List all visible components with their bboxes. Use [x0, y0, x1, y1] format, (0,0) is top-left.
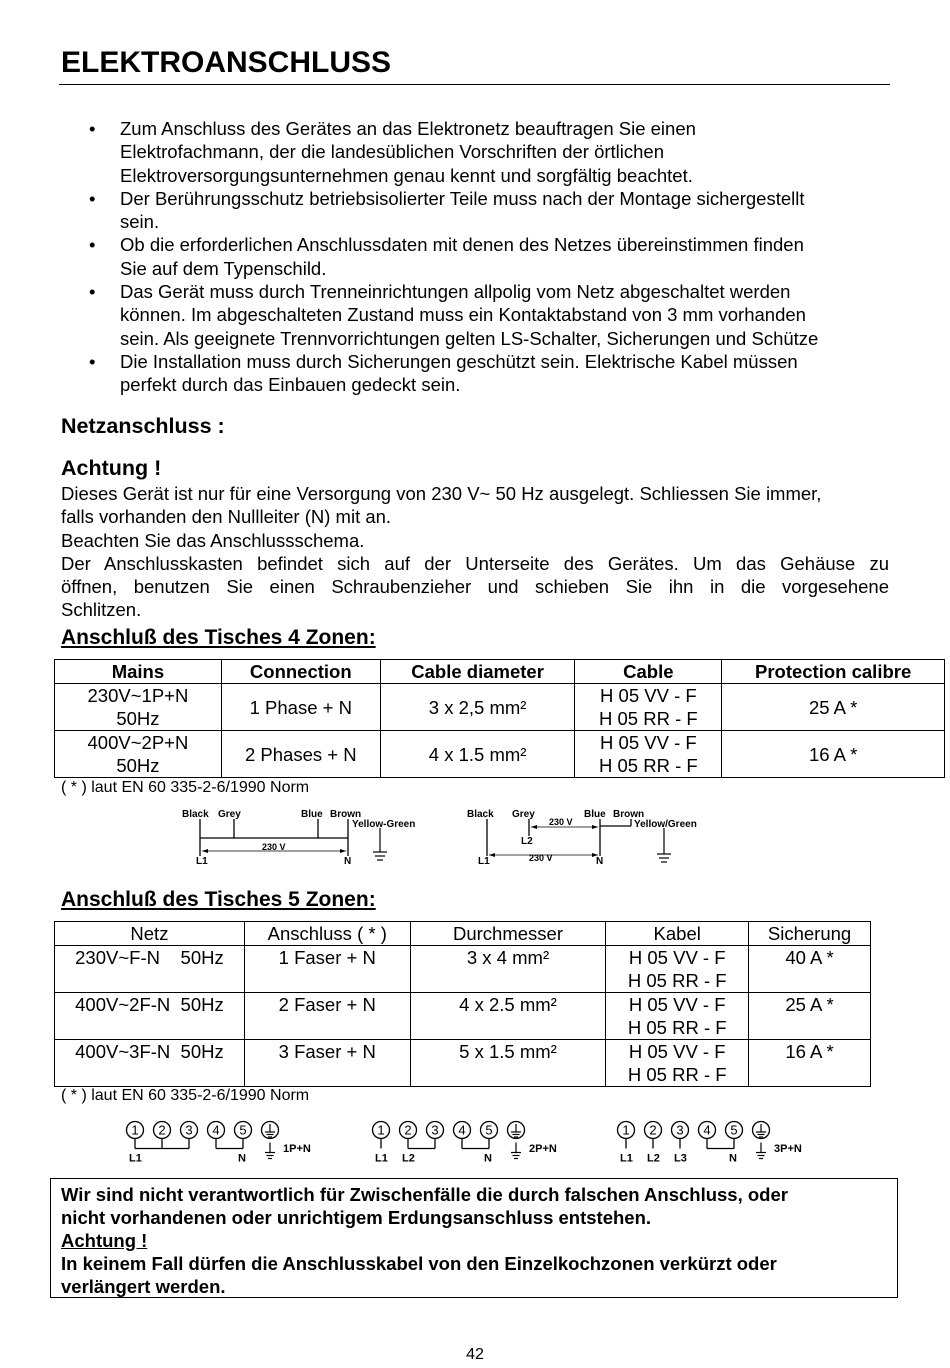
terminal-number: 3	[676, 1122, 684, 1138]
para-line: Beachten Sie das Anschlussschema.	[61, 529, 365, 551]
label-n: N	[596, 856, 604, 867]
cell-durchmesser: 5 x 1.5 mm²	[410, 1040, 606, 1087]
cell-anschluss: 2 Faser + N	[244, 993, 410, 1040]
label-blue: Blue	[584, 809, 606, 820]
terminal-diagram-2p	[373, 1122, 557, 1165]
phase-label: L2	[647, 1152, 660, 1165]
neutral-label: N	[238, 1152, 246, 1165]
cell-durchmesser: 4 x 2.5 mm²	[410, 993, 606, 1040]
cell-mains: 230V~1P+N 50Hz	[55, 684, 222, 731]
table-row	[55, 993, 871, 1040]
terminal-diagram-1p	[127, 1122, 311, 1165]
cell-diameter: 4 x 1.5 mm²	[380, 731, 575, 778]
netzanschluss-heading: Netzanschluss :	[61, 414, 225, 438]
cell-connection: 2 Phases + N	[221, 731, 380, 778]
terminal-diagram-3p	[618, 1122, 802, 1165]
bullet-line: • Der Berührungsschutz betriebsisolierter Teile muss nach der Montage sichergestellt	[120, 187, 805, 209]
bullet-line: Elektroversorgungsunternehmen genau kennt und sorgfältig beachtet.	[120, 164, 693, 186]
title-rule	[59, 84, 890, 85]
col-header: Kabel	[606, 922, 749, 946]
bullet-line: • Zum Anschluss des Gerätes an das Elektronetz beauftragen Sie einen	[120, 118, 696, 139]
cell-sicherung: 16 A *	[749, 1040, 871, 1087]
bullet-line: • Ob die erforderlichen Anschlussdaten mit denen des Netzes übereinstimmen finden	[120, 234, 804, 256]
warning-line: verlängert werden.	[61, 1276, 226, 1297]
config-label: 2P+N	[529, 1143, 557, 1155]
terminal-number: 5	[239, 1122, 247, 1138]
terminal-number: 1	[377, 1122, 385, 1138]
col-header: Protection calibre	[722, 660, 945, 684]
bullet-item	[61, 117, 891, 187]
label-l1: L1	[196, 856, 208, 867]
cell-connection: 1 Phase + N	[221, 684, 380, 731]
terminal-number: 4	[458, 1122, 466, 1138]
table-header-row	[55, 660, 945, 684]
phase-label: L1	[129, 1152, 142, 1165]
table-4-zones	[54, 659, 945, 778]
cell-durchmesser: 3 x 4 mm²	[410, 946, 606, 993]
cell-cable: H 05 VV - F H 05 RR - F	[575, 684, 722, 731]
label-voltage: 230 V	[549, 817, 573, 827]
label-voltage: 230 V	[529, 853, 553, 863]
terminal-number: 2	[158, 1122, 166, 1138]
table-row	[55, 731, 945, 778]
wiring-diagram-1p	[182, 809, 415, 867]
warning-line: nicht vorhandenen oder unrichtigem Erdungsanschluss entstehen.	[61, 1207, 652, 1228]
terminal-number: 1	[131, 1122, 139, 1138]
col-header: Cable	[575, 660, 722, 684]
label-l1: L1	[478, 856, 490, 867]
cell-anschluss: 3 Faser + N	[244, 1040, 410, 1087]
label-grey: Grey	[512, 809, 535, 820]
terminal-number: 5	[485, 1122, 493, 1138]
col-header: Connection	[221, 660, 380, 684]
para-line: Schlitzen.	[61, 599, 142, 621]
phase-label: L1	[375, 1152, 388, 1165]
cell-netz: 230V~F-N 50Hz	[55, 946, 245, 993]
terminal-number: 4	[212, 1122, 220, 1138]
config-label: 3P+N	[774, 1143, 802, 1155]
terminal-number: 5	[730, 1122, 738, 1138]
label-yellow-green: Yellow/Green	[634, 819, 697, 830]
terminal-diagrams-5-zones	[120, 1118, 820, 1174]
cell-cable: H 05 VV - F H 05 RR - F	[575, 731, 722, 778]
wiring-diagram-4-zones	[176, 804, 736, 868]
achtung-heading: Achtung !	[61, 456, 162, 480]
bullet-line: perfekt durch das Einbauen gedeckt sein.	[120, 374, 461, 396]
warning-box	[50, 1178, 898, 1298]
col-header: Anschluss ( * )	[244, 922, 410, 946]
table4-heading: Anschluß des Tisches 4 Zonen:	[61, 626, 376, 649]
safety-bullet-list	[61, 117, 891, 397]
bullet-item	[61, 350, 891, 397]
table-header-row	[55, 922, 871, 946]
achtung-paragraph	[61, 482, 889, 622]
col-header: Cable diameter	[380, 660, 575, 684]
phase-label: L1	[620, 1152, 633, 1165]
cell-protection: 25 A *	[722, 684, 945, 731]
terminal-number: 4	[703, 1122, 711, 1138]
label-brown: Brown	[330, 809, 362, 820]
cell-mains: 400V~2P+N 50Hz	[55, 731, 222, 778]
para-line: falls vorhanden den Nullleiter (N) mit an.	[61, 506, 392, 528]
table-5-zones	[54, 921, 871, 1087]
page-title: ELEKTROANSCHLUSS	[61, 46, 392, 79]
label-l2: L2	[521, 836, 533, 847]
neutral-label: N	[484, 1152, 492, 1165]
label-brown: Brown	[613, 809, 645, 820]
table4-footnote: ( * ) laut EN 60 335-2-6/1990 Norm	[61, 779, 310, 796]
label-yellow-green: Yellow-Green	[352, 819, 416, 830]
cell-diameter: 3 x 2,5 mm²	[380, 684, 575, 731]
warning-line: In keinem Fall dürfen die Anschlusskabel von den Einzelkochzonen verkürzt oder	[61, 1253, 777, 1274]
label-black: Black	[467, 809, 494, 820]
col-header: Durchmesser	[410, 922, 606, 946]
bullet-line: Elektrofachmann, der die landesüblichen Vorschriften der örtlichen	[120, 141, 665, 163]
bullet-line: können. Im abgeschalteten Zustand muss ein Kontaktabstand von 3 mm vorhanden	[120, 304, 806, 326]
terminal-number: 2	[404, 1122, 412, 1138]
bullet-line: Sie auf dem Typenschild.	[120, 257, 327, 279]
label-n: N	[344, 856, 352, 867]
terminal-number: 2	[649, 1122, 657, 1138]
neutral-label: N	[729, 1152, 737, 1165]
table5-heading: Anschluß des Tisches 5 Zonen:	[61, 888, 376, 911]
phase-label: L3	[674, 1152, 687, 1165]
bullet-item	[61, 187, 891, 234]
bullet-item	[61, 280, 891, 350]
cell-netz: 400V~3F-N 50Hz	[55, 1040, 245, 1087]
cell-netz: 400V~2F-N 50Hz	[55, 993, 245, 1040]
config-label: 1P+N	[283, 1143, 311, 1155]
bullet-item	[61, 233, 891, 280]
bullet-line: sein.	[120, 211, 160, 233]
label-voltage: 230 V	[262, 842, 286, 852]
terminal-number: 1	[622, 1122, 630, 1138]
bullet-line: • Die Installation muss durch Sicherungen geschützt sein. Elektrische Kabel müssen	[120, 350, 798, 372]
warning-achtung: Achtung !	[61, 1230, 148, 1251]
table-row	[55, 1040, 871, 1087]
bullet-line: sein. Als geeignete Trennvorrichtungen gelten LS-Schalter, Sicherungen und Schütze	[120, 327, 819, 349]
phase-label: L2	[402, 1152, 415, 1165]
cell-protection: 16 A *	[722, 731, 945, 778]
table-row	[55, 684, 945, 731]
para-line: öffnen, benutzen Sie einen Schraubenzieher und schieben Sie ihn in die vorgesehene	[61, 576, 889, 598]
cell-kabel: H 05 VV - F H 05 RR - F	[606, 993, 749, 1040]
col-header: Sicherung	[749, 922, 871, 946]
label-black: Black	[182, 809, 209, 820]
wiring-diagram-2p	[467, 809, 697, 867]
label-blue: Blue	[301, 809, 323, 820]
cell-anschluss: 1 Faser + N	[244, 946, 410, 993]
warning-line: Wir sind nicht verantwortlich für Zwischenfälle die durch falschen Anschluss, oder	[61, 1184, 788, 1205]
terminal-number: 3	[431, 1122, 439, 1138]
cell-kabel: H 05 VV - F H 05 RR - F	[606, 946, 749, 993]
para-line: Dieses Gerät ist nur für eine Versorgung von 230 V~ 50 Hz ausgelegt. Schliessen Sie immer,	[61, 483, 822, 504]
page-number: 42	[466, 1346, 484, 1363]
cell-kabel: H 05 VV - F H 05 RR - F	[606, 1040, 749, 1087]
cell-sicherung: 40 A *	[749, 946, 871, 993]
bullet-line: • Das Gerät muss durch Trenneinrichtungen allpolig vom Netz abgeschaltet werden	[120, 281, 791, 303]
col-header: Mains	[55, 660, 222, 684]
terminal-number: 3	[185, 1122, 193, 1138]
col-header: Netz	[55, 922, 245, 946]
para-line: Der Anschlusskasten befindet sich auf der Unterseite des Gerätes. Um das Gehäuse zu	[61, 552, 889, 574]
table-row	[55, 946, 871, 993]
table5-footnote: ( * ) laut EN 60 335-2-6/1990 Norm	[61, 1087, 310, 1104]
cell-sicherung: 25 A *	[749, 993, 871, 1040]
label-grey: Grey	[218, 809, 241, 820]
